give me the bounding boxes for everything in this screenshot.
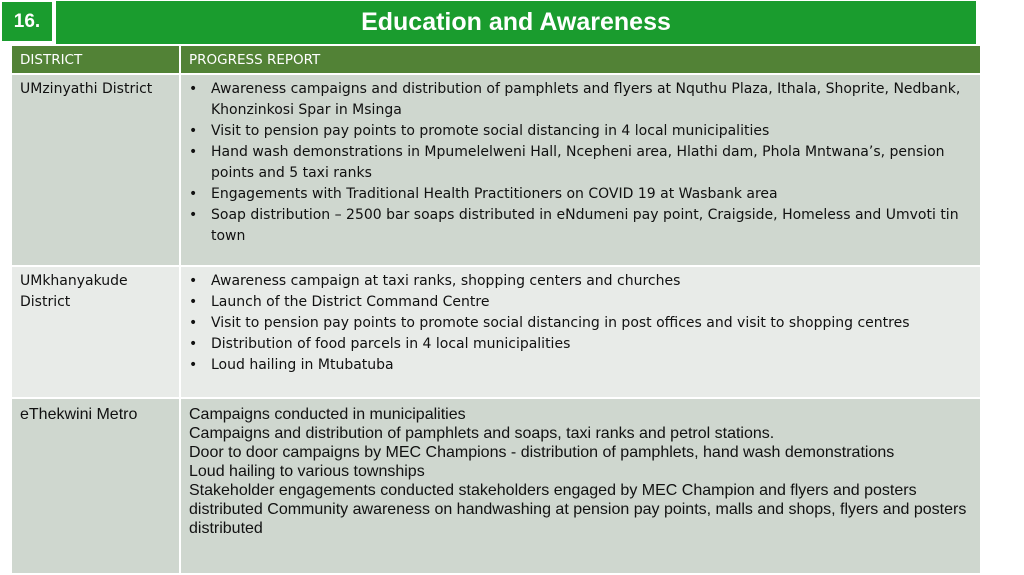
list-item: • Awareness campaign at taxi ranks, shopping centers and churches <box>211 271 972 292</box>
progress-report-table <box>12 46 982 573</box>
page-title: Education and Awareness <box>56 1 976 44</box>
progress-cell <box>180 74 981 266</box>
table-row <box>12 266 981 398</box>
progress-list <box>189 79 972 247</box>
table-header-row <box>12 46 981 74</box>
district-cell: UMkhanyakude District <box>12 266 180 398</box>
list-item: • Soap distribution – 2500 bar soaps distributed in eNdumeni pay point, Craigside, Homeless and Umvoti tin town <box>211 205 972 247</box>
table-row <box>12 74 981 266</box>
progress-cell <box>180 266 981 398</box>
list-item: • Hand wash demonstrations in Mpumelelweni Hall, Ncepheni area, Hlathi dam, Phola Mntwana’s, pension points and 5 taxi ranks <box>211 142 972 184</box>
table-row <box>12 398 981 573</box>
progress-line: Loud hailing to various townships <box>189 463 425 480</box>
list-item: • Awareness campaigns and distribution of pamphlets and flyers at Nquthu Plaza, Ithala, Shoprite, Nedbank, Khonzinkosi Spar in Msinga <box>211 79 972 121</box>
list-item: • Visit to pension pay points to promote social distancing in post offices and visit to shopping centres <box>211 313 972 334</box>
list-item: • Visit to pension pay points to promote social distancing in 4 local municipalities <box>211 121 972 142</box>
progress-line: Door to door campaigns by MEC Champions - distribution of pamphlets, hand wash demonstrations <box>189 444 895 461</box>
progress-list <box>189 271 972 376</box>
column-header-district: DISTRICT <box>12 46 180 74</box>
progress-line: Campaigns conducted in municipalities <box>189 406 466 423</box>
list-item: • Launch of the District Command Centre <box>211 292 972 313</box>
list-item: • Distribution of food parcels in 4 local municipalities <box>211 334 972 355</box>
list-item: • Loud hailing in Mtubatuba <box>211 355 972 376</box>
progress-cell <box>180 398 981 573</box>
progress-line: Stakeholder engagements conducted stakeholders engaged by MEC Champion and flyers and posters distributed Community awareness on handwashing at pension pay points, malls and shops, flyers and posters distributed <box>189 482 967 537</box>
district-cell: eThekwini Metro <box>12 398 180 573</box>
district-cell: UMzinyathi District <box>12 74 180 266</box>
progress-line: Campaigns and distribution of pamphlets and soaps, taxi ranks and petrol stations. <box>189 425 775 442</box>
list-item: • Engagements with Traditional Health Practitioners on COVID 19 at Wasbank area <box>211 184 972 205</box>
column-header-progress-report: PROGRESS REPORT <box>180 46 981 74</box>
slide-number: 16. <box>0 0 54 43</box>
